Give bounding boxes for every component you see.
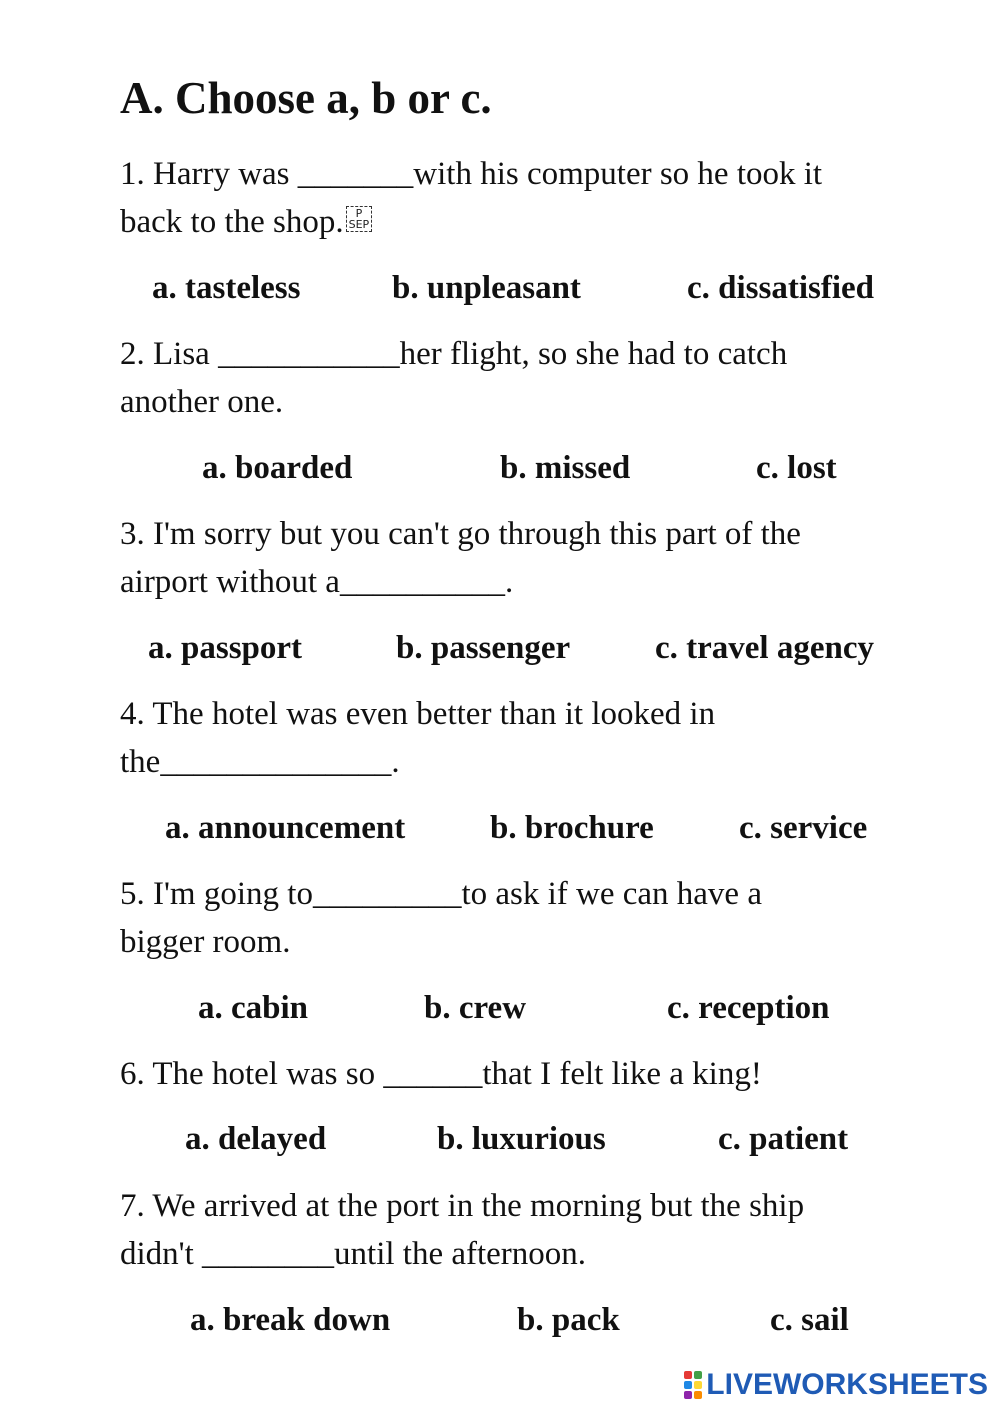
question-4-line-1: 4. The hotel was even better than it looked in [120,696,716,732]
question-3-option-b[interactable]: b. passenger [396,630,571,666]
question-1-line-1: 1. Harry was _______with his computer so he took it [120,156,823,192]
question-6-options [0,1119,1000,1159]
question-1-option-b[interactable]: b. unpleasant [392,270,581,306]
separator-glyph-icon: P SEP [346,206,373,232]
question-5-options [0,988,1000,1028]
question-2-line-2: another one. [120,384,284,420]
question-4-option-c[interactable]: c. service [739,810,868,846]
question-1 [120,150,920,246]
question-5-option-b[interactable]: b. crew [424,990,527,1026]
question-6-option-b[interactable]: b. luxurious [437,1121,606,1157]
question-2-option-a[interactable]: a. boarded [202,450,353,486]
question-7-option-b[interactable]: b. pack [517,1302,620,1338]
liveworksheets-logo [684,1368,988,1402]
logo-mark-icon [684,1371,702,1399]
question-7-option-a[interactable]: a. break down [190,1302,391,1338]
question-4-line-2: the______________. [120,744,400,780]
question-5-option-c[interactable]: c. reception [667,990,830,1026]
question-3-line-1: 3. I'm sorry but you can't go through this part of the [120,516,801,552]
question-3 [120,510,920,606]
question-2-line-1: 2. Lisa ___________her flight, so she had to catch [120,336,788,372]
question-7-line-1: 7. We arrived at the port in the morning but the ship [120,1188,805,1224]
question-2 [120,330,920,426]
question-4-options [0,808,1000,848]
worksheet-title: A. Choose a, b or c. [120,73,492,123]
question-2-option-c[interactable]: c. lost [756,450,837,486]
question-1-option-c[interactable]: c. dissatisfied [687,270,875,306]
question-5 [120,870,920,966]
question-7 [120,1182,920,1278]
question-6 [120,1050,920,1098]
question-5-option-a[interactable]: a. cabin [198,990,309,1026]
question-3-line-2: airport without a__________. [120,564,514,600]
question-3-option-c[interactable]: c. travel agency [655,630,874,666]
question-4-option-b[interactable]: b. brochure [490,810,654,846]
question-5-line-1: 5. I'm going to_________to ask if we can have a [120,876,762,912]
question-6-line-1: 6. The hotel was so ______that I felt like a king! [120,1056,762,1092]
question-7-options [0,1300,1000,1340]
question-6-option-c[interactable]: c. patient [718,1121,849,1157]
question-1-options [0,268,1000,308]
logo-text: LIVEWORKSHEETS [706,1368,988,1401]
question-4 [120,690,920,786]
question-7-line-2: didn't ________until the afternoon. [120,1236,587,1272]
question-1-option-a[interactable]: a. tasteless [152,270,301,306]
question-4-option-a[interactable]: a. announcement [165,810,406,846]
question-6-option-a[interactable]: a. delayed [185,1121,327,1157]
question-5-line-2: bigger room. [120,924,291,960]
question-7-option-c[interactable]: c. sail [770,1302,849,1338]
question-3-option-a[interactable]: a. passport [148,630,303,666]
question-2-option-b[interactable]: b. missed [500,450,631,486]
question-2-options [0,448,1000,488]
question-3-options [0,628,1000,668]
question-1-line-2: back to the shop. P SEP [120,198,920,246]
